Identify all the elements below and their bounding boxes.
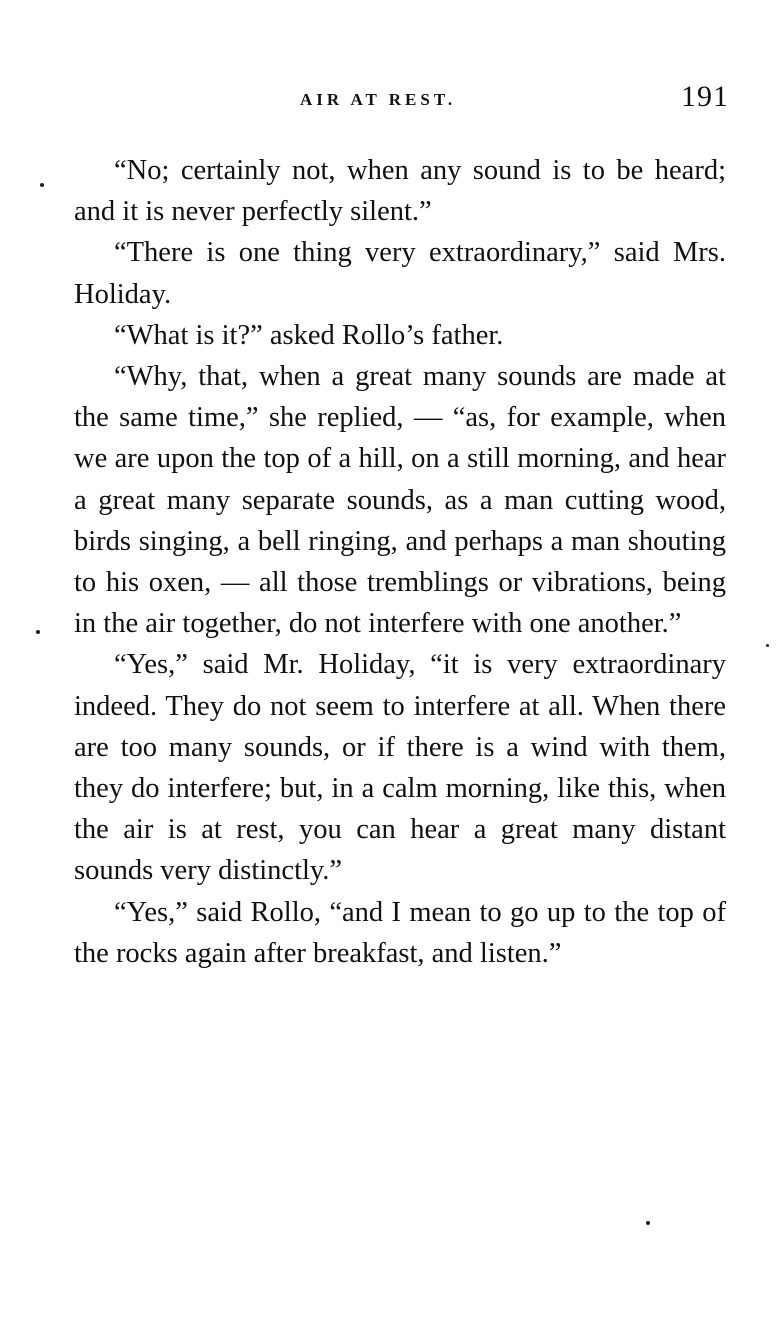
print-speck [766,644,769,647]
print-speck [646,1221,650,1225]
running-head: AIR AT REST. [300,90,457,109]
paragraph: “There is one thing very extraordinary,” said Mrs. Holiday. [74,237,726,310]
print-speck [40,183,44,187]
paragraph: “No; certainly not, when any sound is to be heard; and it is never perfectly silent.” [74,155,726,228]
body-text [74,150,726,974]
print-speck [36,630,40,634]
paragraph: “Why, that, when a great many sounds are made at the same time,” she replied, — “as, for example, when we are upon the top of a hill, on a still morning, and hear a great many separate sounds, as a man cutting wood, birds singing, a bell ringing, and perhaps a man shouting to his oxen, — all those tremblings or vibrations, being in the air together, do not interfere with one another.” [74,361,726,640]
paragraph: “What is it?” asked Rollo’s father. [114,319,504,351]
paragraph: “Yes,” said Mr. Holiday, “it is very extraordinary indeed. They do not seem to interfere at all. When there are too many sounds, or if there is a wind with them, they do interfere; but, in a calm morning, like this, when the air is at rest, you can hear a great many distant sounds very distinctly.” [74,649,726,887]
paragraph: “Yes,” said Rollo, “and I mean to go up to the top of the rocks again after breakfast, and listen.” [74,896,726,969]
page-number: 191 [681,80,729,113]
